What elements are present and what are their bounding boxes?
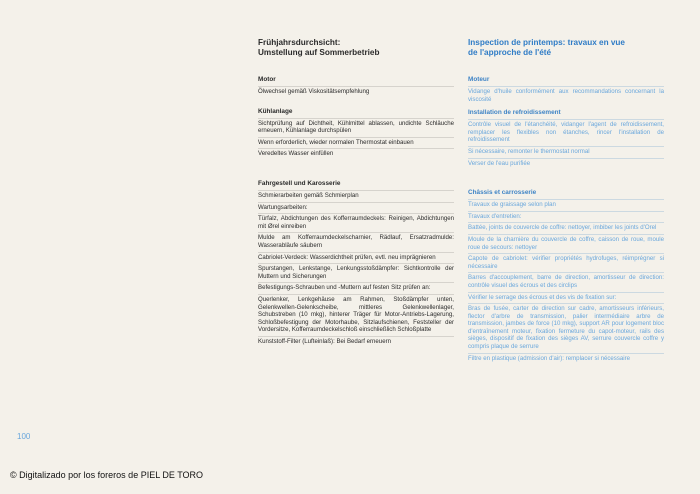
german-section-chassis (258, 180, 454, 346)
section-item: Sichtprüfung auf Dichtheit, Kühlmittel ablassen, undichte Schläuche erneuern, Kühlanlage durchspülen (258, 119, 454, 135)
section-item: Battée, joints de couvercle de coffre: nettoyer, imbiber les joints d'Orel (468, 222, 664, 232)
french-title: Inspection de printemps: travaux en vue de l'approche de l'été (468, 38, 625, 57)
section-item: Türfalz, Abdichtungen des Kofferraumdeckels: Reinigen, Abdichtungen mit Ørel einreiben (258, 215, 454, 230)
section-heading: Moteur (468, 76, 490, 83)
section-item: Befestigungs-Schrauben und -Muttern auf festen Sitz prüfen an: (258, 282, 454, 292)
section-item: Veredeltes Wasser einfüllen (258, 148, 454, 158)
section-item: Vidange d'huile conformément aux recommandations concernant la viscosité (468, 88, 664, 103)
french-column (468, 38, 664, 368)
section-heading: Motor (258, 76, 276, 83)
section-item: Schmierarbeiten gemäß Schmierplan (258, 190, 454, 200)
section-item: Filtre en plastique (admission d'air): remplacer si nécessaire (468, 353, 664, 363)
section-item: Moule de la charnière du couvercle de coffre, caisson de roue, moule roue de secours: nettoyer (468, 235, 664, 251)
section-item: Bras de fusée, carter de direction sur cadre, amortisseurs inférieurs, flector d'arbre de transmission, palier intermédiaire arbre de transmission, jambes de force (10 mkg), support AR pour logement bloc d'entraînement moteur, fixation fermeture du capot-moteur, rails des sièges, dispositif de fixation des sièges AV, serrure couvercle coffre y compris plaque de serrure (468, 305, 664, 351)
german-section-motor (258, 76, 454, 96)
section-item: Spurstangen, Lenkstange, Lenkungsstoßdämpfer: Sichtkontrolle der Muttern und Sicherungen (258, 265, 454, 280)
section-item: Wenn erforderlich, wieder normalen Thermostat einbauen (258, 137, 454, 147)
section-item: Wartungsarbeiten: (258, 202, 454, 212)
copyright-footer: © Digitalizado por los foreros de PIEL DE TORO (10, 470, 204, 480)
section-item: Capote de cabriolet: vérifier propriétés hydrofuges, réimprégner si nécessaire (468, 255, 664, 270)
german-section-cooling (258, 108, 454, 158)
section-item: Querlenker, Lenkgehäuse am Rahmen, Stoßdämpfer unten, Gelenkwellen-Gelenkscheibe, mittleres Gelenkwellenlager, Schubstreben (10 mkg), hinterer Träger für Motor-Antriebs-Lagerung, Schloßbefestigung der Motorhaube, Sitzlaufschienen, Feststeller der Vordersitze, Kofferraumdeckelschloß einschließlich Schloßplatte (258, 295, 454, 334)
section-heading: Kühlanlage (258, 107, 293, 115)
section-item: Travaux de graissage selon plan (468, 199, 664, 209)
section-item: Ölwechsel gemäß Viskositätsempfehlung (258, 86, 454, 96)
section-heading: Fahrgestell und Karosserie (258, 179, 341, 187)
page-number: 100 (17, 432, 31, 441)
section-heading: Installation de refroidissement (468, 109, 561, 117)
german-column (258, 38, 454, 351)
french-section-chassis (468, 189, 664, 362)
section-item: Contrôle visuel de l'étanchéité, vidanger l'agent de refroidissement, remplacer les flexibles non étanches, rincer l'installation de refroidissement (468, 121, 664, 144)
section-item: Cabriolet-Verdeck: Wasserdichtheit prüfen, evtl. neu imprägnieren (258, 252, 454, 262)
section-item: Barres d'accouplement, barre de direction, amortisseur de direction: contrôle visuel des écrous et des circlips (468, 274, 664, 289)
section-item: Travaux d'entretien: (468, 211, 664, 221)
section-item: Mulde am Kofferraumdeckelscharnier, Rädlauf, Ersatzradmulde: Wasserabläufe säubern (258, 234, 454, 249)
french-section-refroidissement (468, 109, 664, 167)
section-item: Verser de l'eau purifiée (468, 158, 664, 168)
french-section-moteur (468, 76, 664, 103)
section-item: Si nécessaire, remonter le thermostat normal (468, 146, 664, 156)
german-title: Frühjahrsdurchsicht: Umstellung auf Sommerbetrieb (258, 38, 380, 57)
section-item: Vérifier le serrage des écrous et des vis de fixation sur: (468, 292, 664, 302)
section-heading: Châssis et carrosserie (468, 189, 537, 197)
section-item: Kunststoff-Filter (Lufteinlaß): Bei Bedarf erneuern (258, 336, 454, 346)
